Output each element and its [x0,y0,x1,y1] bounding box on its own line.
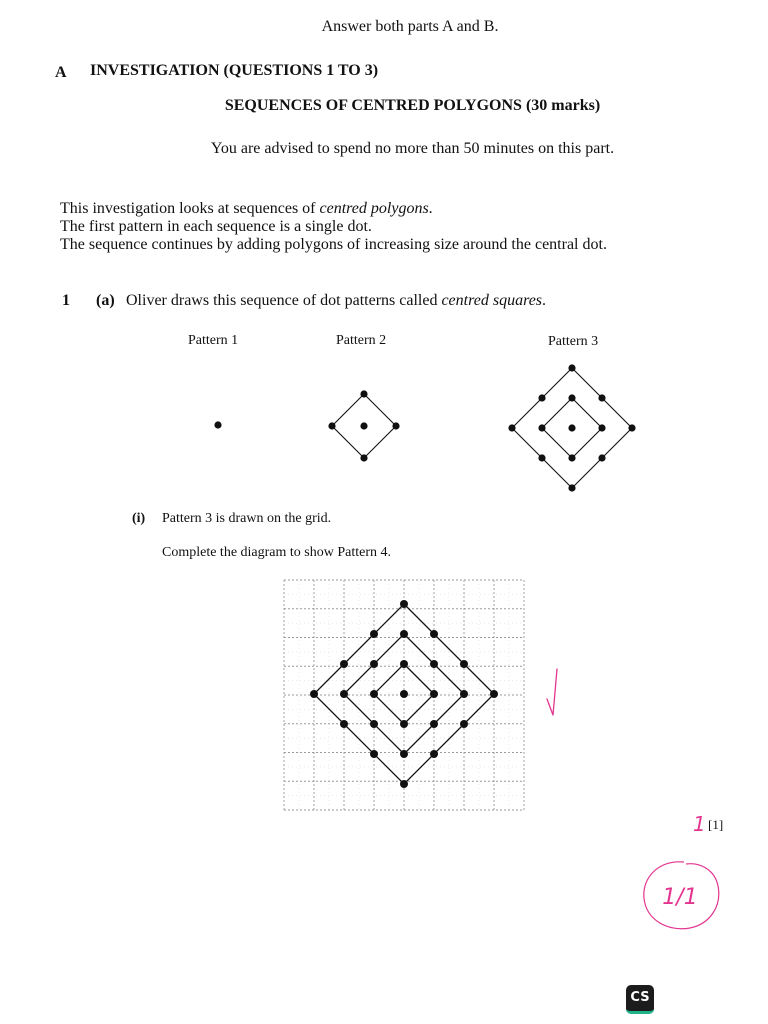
grid-dot [490,690,498,698]
part-a-suffix: . [542,292,547,309]
pattern-dot [628,424,635,431]
grid-dot [340,720,348,728]
grid-dot [430,690,438,698]
grid-dot [460,690,468,698]
part-a-prefix: Oliver draws this sequence of dot patterns called [126,292,442,309]
pattern-dot [508,424,515,431]
grid-dot [370,660,378,668]
grid-dot [370,690,378,698]
answer-grid[interactable] [284,580,524,810]
total-score-circle [640,858,724,936]
pattern-dot [538,394,545,401]
grid-dot [340,690,348,698]
grid-dot [430,750,438,758]
grid-dot [400,690,408,698]
pattern-dot [360,390,367,397]
grid-dot [430,660,438,668]
question-number: 1 [62,292,70,309]
total-score-text: 1/1 [662,885,698,910]
pattern-dot [328,422,335,429]
instruction-text: Answer both parts A and B. [321,18,499,35]
intro-line-3: The sequence continues by adding polygons of increasing size around the central dot. [60,236,607,253]
question-part-a-label: (a) [96,292,115,309]
marks-available: [1] [708,817,724,832]
pattern-dot [568,484,575,491]
grid-dot [430,630,438,638]
grid-dot [370,630,378,638]
intro-line-1-suffix: . [428,200,433,217]
part-i-label: (i) [132,511,146,526]
pattern-dot [598,454,605,461]
intro-line-1-prefix: This investigation looks at sequences of [60,200,320,217]
pattern-2-diagram [364,426,365,427]
section-title: INVESTIGATION (QUESTIONS 1 TO 3) [90,62,379,79]
pattern-1-diagram [218,425,219,426]
pattern-1-label: Pattern 1 [188,333,239,348]
pattern-2-label: Pattern 2 [336,333,387,348]
intro-line-1-emphasis: centred polygons [319,200,429,217]
question-part-a-text [126,292,546,310]
grid-dot [460,660,468,668]
grid-dot [430,720,438,728]
pattern-dot [598,394,605,401]
pattern-dot [360,454,367,461]
mark-awarded: 1 [693,812,706,836]
part-i-text: Pattern 3 is drawn on the grid. [162,511,332,526]
part-a-emphasis: centred squares [441,292,543,309]
grid-dot [400,750,408,758]
pattern-dot [214,421,221,428]
grid-dot [310,690,318,698]
grid-dot [340,660,348,668]
pattern-3-diagram [572,428,573,429]
grid-dot [400,660,408,668]
pattern-dot [568,394,575,401]
tick-mark-icon [543,665,563,720]
camscanner-logo: CS [626,985,654,1014]
pattern-dot [538,454,545,461]
time-advice: You are advised to spend no more than 50 minutes on this part. [210,140,615,157]
pattern-dot [568,364,575,371]
grid-dot [370,750,378,758]
intro-line-2: The first pattern in each sequence is a single dot. [60,218,372,235]
part-i-instruction: Complete the diagram to show Pattern 4. [162,545,392,560]
pattern-dot [392,422,399,429]
section-subtitle: SEQUENCES OF CENTRED POLYGONS (30 marks) [224,97,601,114]
grid-dot [400,780,408,788]
pattern-dot [568,424,575,431]
intro-line-1 [60,200,433,218]
section-letter: A [55,64,67,81]
pattern-dot [360,422,367,429]
grid-dot [400,720,408,728]
grid-dot [400,600,408,608]
pattern-dot [568,454,575,461]
grid-dot [370,720,378,728]
grid-dot [400,630,408,638]
pattern-dot [538,424,545,431]
pattern-3-label: Pattern 3 [548,334,599,349]
pattern-dot [598,424,605,431]
grid-dot [460,720,468,728]
